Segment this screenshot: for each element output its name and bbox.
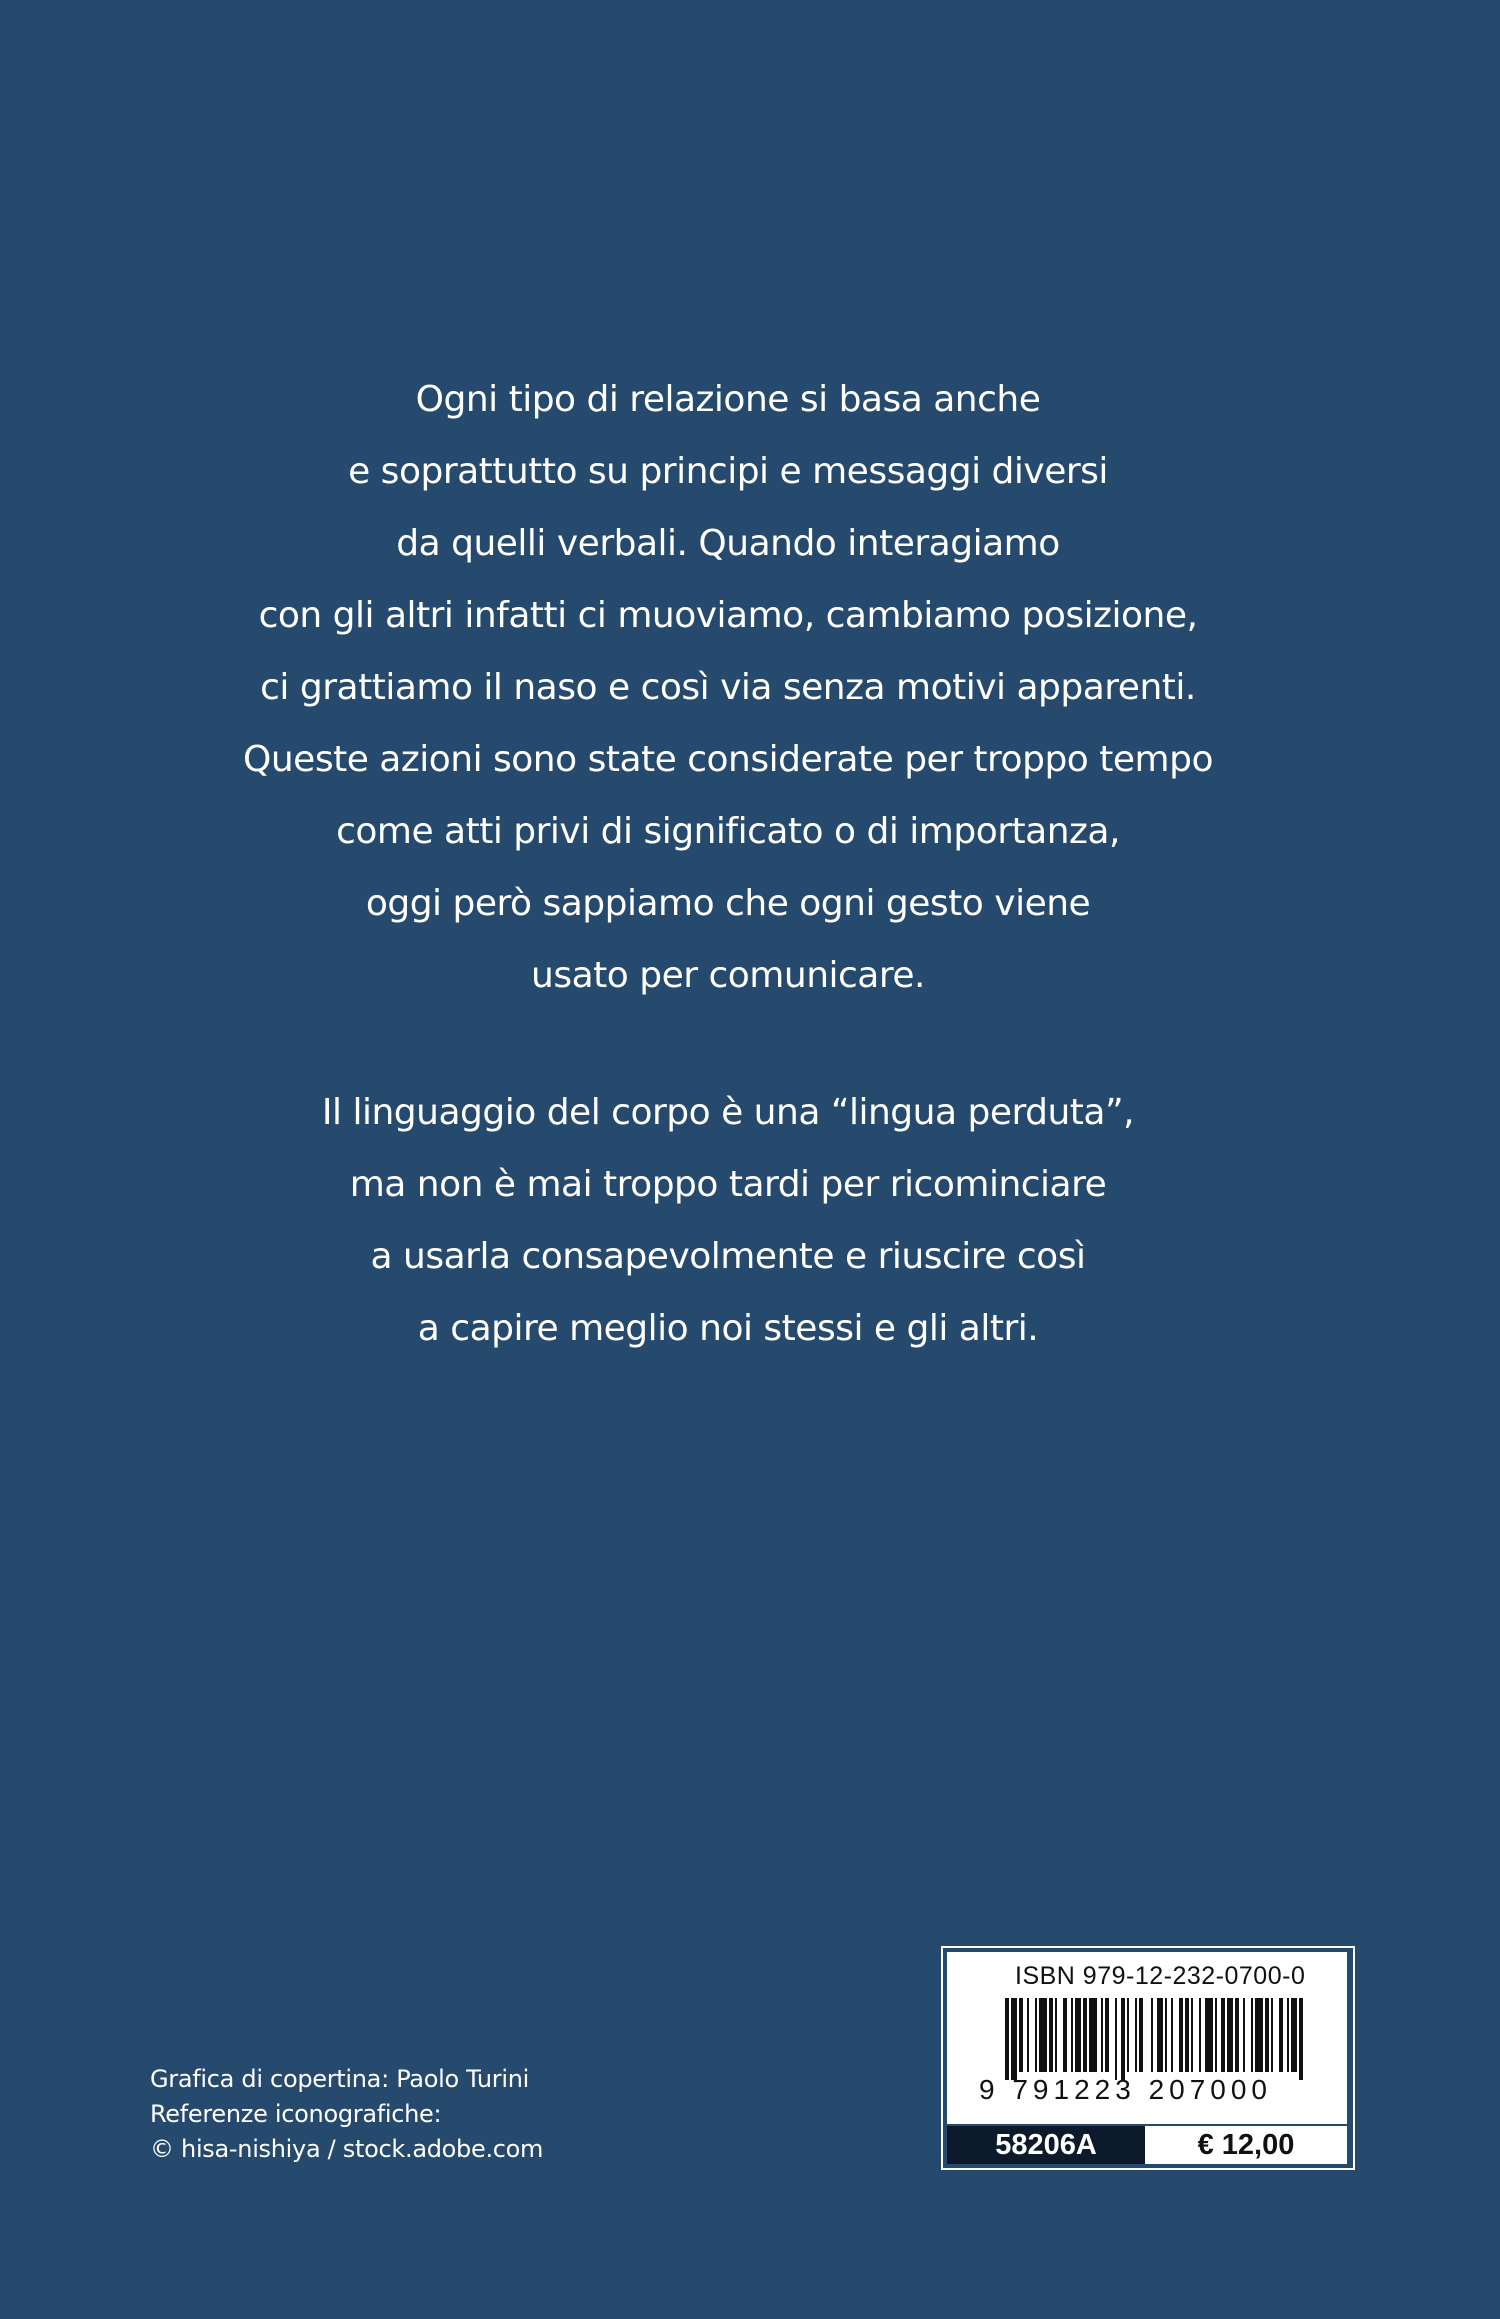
barcode-bar: [1299, 1998, 1303, 2080]
barcode-digits: 9 791223 207000: [979, 2074, 1272, 2105]
barcode-bar: [1227, 1998, 1233, 2072]
credit-line: Referenze iconografiche:: [150, 2100, 442, 2128]
description-line: Il linguaggio del corpo è una “lingua perduta”,: [321, 1092, 1135, 1133]
barcode-bar: [1199, 1998, 1201, 2072]
barcode-bar: [1157, 1998, 1163, 2072]
barcode-bar: [1185, 1998, 1189, 2072]
barcode-bar: [1075, 1998, 1081, 2072]
barcode-bar: [1121, 1998, 1125, 2080]
barcode-bar: [1005, 1998, 1009, 2080]
barcode-bar: [1135, 1998, 1137, 2072]
isbn-label: ISBN 979-12-232-0700-0: [1015, 1962, 1306, 1990]
barcode-bar: [1039, 1998, 1047, 2072]
description-line: a capire meglio noi stessi e gli altri.: [417, 1308, 1039, 1349]
description-line: Ogni tipo di relazione si basa anche: [415, 379, 1041, 420]
barcode-bar: [1071, 1998, 1073, 2072]
credit-line: Grafica di copertina: Paolo Turini: [150, 2065, 530, 2093]
barcode-bar: [1243, 1998, 1245, 2072]
description-line: ma non è mai troppo tardi per ricominciare: [349, 1164, 1107, 1205]
description-line: e soprattutto su principi e messaggi diversi: [348, 451, 1108, 492]
barcode-bar: [1063, 1998, 1067, 2072]
barcode-bar: [1215, 1998, 1217, 2072]
barcode-bars: [1005, 1998, 1305, 2080]
barcode-bar: [1105, 1998, 1109, 2072]
price-row: [947, 2126, 1347, 2164]
barcode-bar: [1115, 1998, 1117, 2080]
barcode-bar: [1171, 1998, 1173, 2072]
barcode-bar: [1221, 1998, 1225, 2072]
barcode-bar: [1027, 1998, 1029, 2072]
credit-line: © hisa-nishiya / stock.adobe.com: [150, 2135, 544, 2163]
description-paragraph-1: [0, 364, 1456, 1012]
product-code: 58206A: [947, 2126, 1145, 2164]
barcode-bar: [1251, 1998, 1253, 2072]
barcode-area: [947, 1952, 1347, 2124]
barcode-bar: [1235, 1998, 1239, 2072]
price: € 12,00: [1145, 2126, 1347, 2164]
barcode-bar: [1179, 1998, 1183, 2072]
barcode-bar: [1255, 1998, 1263, 2072]
barcode-bar: [1287, 1998, 1289, 2072]
barcode-bar: [1055, 1998, 1057, 2072]
barcode-bar: [1291, 1998, 1297, 2072]
barcode-bar: [1205, 1998, 1213, 2072]
description-line: usato per comunicare.: [531, 955, 925, 996]
barcode-bar: [1011, 1998, 1017, 2080]
barcode-bar: [1265, 1998, 1269, 2072]
barcode-bar: [1101, 1998, 1103, 2072]
description-line: come atti privi di significato o di importanza,: [336, 811, 1120, 852]
description-line: Queste azioni sono state considerate per troppo tempo: [243, 739, 1213, 780]
barcode-bar: [1191, 1998, 1193, 2072]
barcode-bar: [1089, 1998, 1097, 2072]
isbn-barcode-box: [941, 1946, 1355, 2170]
description-line: a usarla consapevolmente e riuscire così: [370, 1236, 1086, 1277]
description-paragraph-2: [0, 1077, 1456, 1365]
barcode-bar: [1271, 1998, 1273, 2072]
description-line: con gli altri infatti ci muoviamo, cambiamo posizione,: [258, 595, 1198, 636]
barcode-bar: [1083, 1998, 1087, 2072]
cover-credits: [150, 2062, 543, 2167]
barcode-bar: [1151, 1998, 1153, 2072]
description-line: da quelli verbali. Quando interagiamo: [396, 523, 1060, 564]
barcode-bar: [1279, 1998, 1283, 2072]
barcode-bar: [1165, 1998, 1167, 2072]
barcode-bar: [1019, 1998, 1023, 2072]
barcode-bar: [1049, 1998, 1053, 2072]
description-line: oggi però sappiamo che ogni gesto viene: [365, 883, 1091, 924]
barcode-bar: [1127, 1998, 1129, 2072]
barcode-bar: [1139, 1998, 1143, 2072]
barcode-bar: [1035, 1998, 1037, 2072]
description-line: ci grattiamo il naso e così via senza motivi apparenti.: [260, 667, 1196, 708]
